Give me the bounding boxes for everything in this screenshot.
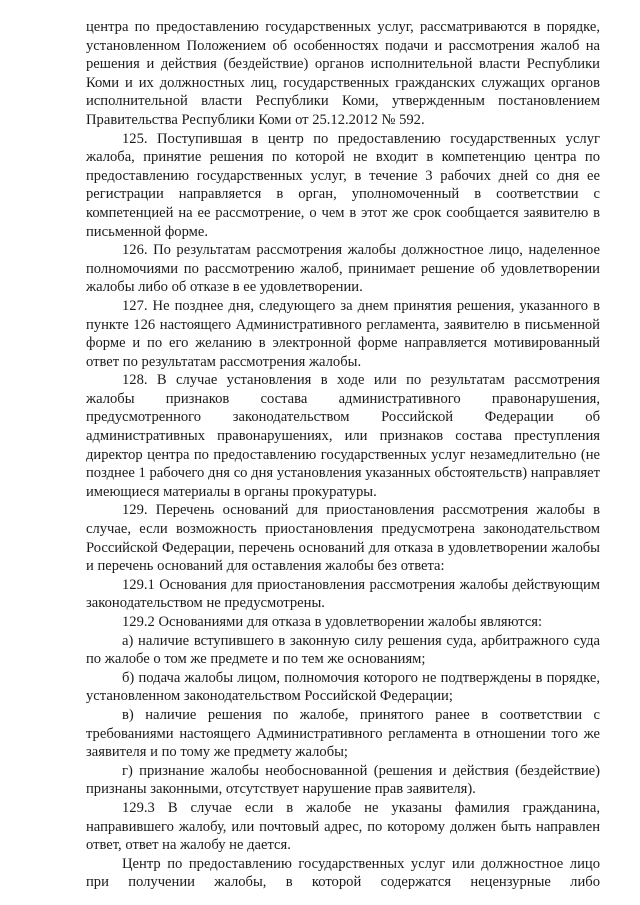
- paragraph-closing: Центр по предоставлению государственных услуг или должностное лицо при получении жалобы, в которой содержатся нецензурные либо: [86, 855, 600, 891]
- paragraph-129: 129. Перечень оснований для приостановления рассмотрения жалобы в случае, если возможность приостановления предусмотрена законодательством Российской Федерации, перечень оснований для отказа в удовлетворении жалобы и перечень оснований для оставления жалобы без ответа:: [86, 502, 600, 575]
- document-body: [86, 18, 600, 892]
- paragraph-129-2-a: а) наличие вступившего в законную силу решения суда, арбитражного суда по жалобе о том же предмете и по тем же основаниям;: [86, 632, 600, 668]
- paragraph-125: 125. Поступившая в центр по предоставлению государственных услуг жалоба, принятие решения по которой не входит в компетенцию центра по предоставлению государственных услуг, в течение 3 рабочих дней со дня ее регистрации направляется в орган, уполномоченный в соответствии с компетенцией на ее рассмотрение, о чем в этот же срок сообщается заявителю в письменной форме.: [86, 130, 600, 240]
- paragraph-129-2-g: г) признание жалобы необоснованной (решения и действия (бездействие) признаны законными, отсутствует нарушение прав заявителя).: [86, 762, 600, 798]
- paragraph-129-3: 129.3 В случае если в жалобе не указаны фамилия гражданина, направившего жалобу, или почтовый адрес, по которому должен быть направлен ответ, ответ на жалобу не дается.: [86, 799, 600, 854]
- paragraph-127: 127. Не позднее дня, следующего за днем принятия решения, указанного в пункте 126 настоящего Административного регламента, заявителю в письменной форме и по его желанию в электронной форме направляется мотивированный ответ по результатам рассмотрения жалобы.: [86, 297, 600, 370]
- paragraph-129-2: 129.2 Основаниями для отказа в удовлетворении жалобы являются:: [122, 614, 543, 630]
- paragraph-128: 128. В случае установления в ходе или по результатам рассмотрения жалобы признаков состава административного правонарушения, предусмотренного законодательством Российской Федерации об административных правонарушениях, или признаков состава преступления директор центра по предоставлению государственных услуг незамедлительно (не позднее 1 рабочего дня со дня установления указанных обстоятельств) направляет имеющиеся материалы в органы прокуратуры.: [86, 372, 600, 500]
- paragraph-129-2-b: б) подача жалобы лицом, полномочия которого не подтверждены в порядке, установленном законодательством Российской Федерации;: [86, 669, 600, 705]
- paragraph-intro: центра по предоставлению государственных услуг, рассматриваются в порядке, установленном Положением об особенностях подачи и рассмотрения жалоб на решения и действия (бездействие) органов исполнительной власти Республики Коми и их должностных лиц, государственных гражданских служащих органов исполнительной власти Республики Коми, утвержденным постановлением Правительства Республики Коми от 25.12.2012 № 592.: [86, 19, 600, 128]
- paragraph-129-2-v: в) наличие решения по жалобе, принятого ранее в соответствии с требованиями настоящего Административного регламента в отношении того же заявителя и по тому же предмету жалобы;: [86, 706, 600, 761]
- paragraph-126: 126. По результатам рассмотрения жалобы должностное лицо, наделенное полномочиями по рассмотрению жалоб, принимает решение об удовлетворении жалобы либо об отказе в ее удовлетворении.: [86, 242, 600, 296]
- paragraph-129-1: 129.1 Основания для приостановления рассмотрения жалобы действующим законодательством не предусмотрены.: [86, 576, 600, 612]
